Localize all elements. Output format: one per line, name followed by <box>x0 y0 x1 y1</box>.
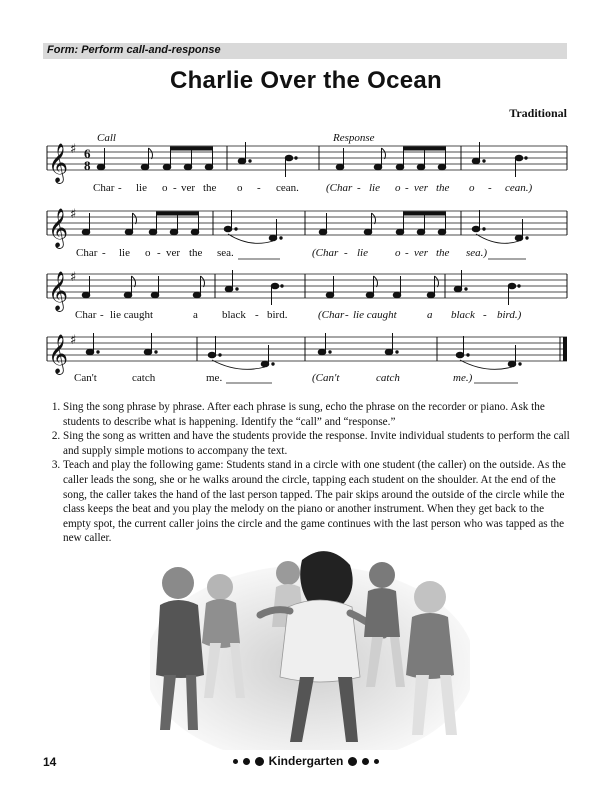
lyric-hyphen: - <box>344 247 348 259</box>
lyric-extenders <box>226 259 526 383</box>
treble-clef-icon: 𝄞 <box>48 208 69 248</box>
lyric-syllable: lie caught <box>110 309 154 321</box>
treble-clef-icon: 𝄞 <box>48 143 69 183</box>
lyric-syllable: catch <box>376 372 400 384</box>
lyric-hyphen: - <box>405 247 409 259</box>
lyric-syllable: lie <box>369 182 380 194</box>
lyric-syllable: me. <box>206 372 223 384</box>
lyric-syllable: me.) <box>453 372 473 384</box>
lyric-syllable: cean. <box>276 182 299 194</box>
lyric-syllable: the <box>189 247 203 259</box>
lyric-syllable: sea. <box>217 247 234 259</box>
lyric-syllable: lie <box>136 182 147 194</box>
lyric-syllable: (Char <box>312 247 339 259</box>
lyric-syllable: catch <box>132 372 156 384</box>
lyric-hyphen: - <box>405 182 409 194</box>
treble-clef-icon: 𝄞 <box>48 271 69 311</box>
lyric-hyphen: - <box>345 309 349 321</box>
lyric-hyphen: - <box>257 182 261 194</box>
bullet-icon <box>374 759 379 764</box>
time-signature-top: 6 <box>84 146 91 161</box>
lyric-hyphen: - <box>173 182 177 194</box>
lyric-syllable: ver <box>414 247 429 259</box>
lyric-syllable: (Char <box>318 309 345 321</box>
lyric-syllable: o <box>145 247 151 259</box>
bullet-icon <box>362 758 369 765</box>
footer-section <box>0 754 612 768</box>
lyric-hyphen: - <box>488 182 492 194</box>
lyric-syllable: the <box>436 182 450 194</box>
lyric-hyphen: - <box>157 247 161 259</box>
lyric-syllable: o <box>162 182 168 194</box>
lyric-syllable: sea.) <box>466 247 488 259</box>
bullet-icon <box>243 758 250 765</box>
sharp-icon: ♯ <box>70 333 77 348</box>
lyric-syllable: Char <box>93 182 115 194</box>
sharp-icon: ♯ <box>70 207 77 222</box>
children-dancing-photo <box>150 545 470 750</box>
lyric-hyphen: - <box>483 309 487 321</box>
lyric-syllable: the <box>436 247 450 259</box>
attribution: Traditional <box>509 106 567 120</box>
call-label: Call <box>97 132 116 144</box>
lyric-syllable: o <box>395 182 401 194</box>
lyric-hyphen: - <box>118 182 122 194</box>
lyric-syllable: bird. <box>267 309 288 321</box>
sharp-icon: ♯ <box>70 270 77 285</box>
lyric-syllable: lie caught <box>353 309 397 321</box>
lyric-syllable: cean.) <box>505 182 533 194</box>
lyric-hyphen: - <box>100 309 104 321</box>
sharp-icon: ♯ <box>70 142 77 157</box>
lyric-syllable: (Char <box>326 182 353 194</box>
lyric-syllable: Can't <box>74 372 97 384</box>
time-signature-bottom: 8 <box>84 158 91 173</box>
instructions <box>43 400 571 546</box>
lyric-syllable: o <box>469 182 475 194</box>
bullet-icon <box>255 757 264 766</box>
lyric-syllable: Char <box>76 247 98 259</box>
lyric-syllable: Char <box>75 309 97 321</box>
lyric-syllable: the <box>203 182 217 194</box>
form-label: Form: Perform call-and-response <box>47 44 221 56</box>
lyric-hyphen: - <box>255 309 259 321</box>
bullet-icon <box>348 757 357 766</box>
instruction-item: 1. Sing the song phrase by phrase. After each phrase is sung, echo the phrase on the recorder or piano. Ask the students to describe what is happening. Identify the “call” and “response.” <box>63 400 571 429</box>
bullet-icon <box>233 759 238 764</box>
lyric-syllable: (Can't <box>312 372 340 384</box>
lyric-syllable: black <box>451 309 475 321</box>
lyric-syllable: a <box>427 309 433 321</box>
page-number: 14 <box>43 755 57 769</box>
lyric-syllable: lie <box>119 247 130 259</box>
instruction-item: 2. Sing the song as written and have the students provide the response. Invite individual students to perform the call and supply simple motions to accompany the text. <box>63 429 571 458</box>
lyric-syllable: ver <box>414 182 429 194</box>
lyric-syllable: bird.) <box>497 309 522 321</box>
section-label: Kindergarten <box>268 754 344 768</box>
lyric-syllable: o <box>237 182 243 194</box>
response-label: Response <box>333 132 375 144</box>
page-title: Charlie Over the Ocean <box>169 67 443 94</box>
lyric-syllable: black <box>222 309 246 321</box>
lyric-syllable: ver <box>166 247 181 259</box>
lyric-syllable: ver <box>181 182 196 194</box>
lyric-syllable: lie <box>357 247 368 259</box>
instruction-item: 3. Teach and play the following game: Students stand in a circle with one student (the caller) on the outside. As the caller leads the song, she or he walks around the circle, tapping each student on the shoulder. At the end of the song, the caller takes the hand of the last person tapped. The pair skips around the outside of the circle while the class keeps the beat and you play the melody on the piano or another instrument. When they get back to the empty spot, the current caller joins the circle and the game continues with the last person who was tapped as the new caller. <box>63 458 571 546</box>
lyric-syllable: o <box>395 247 401 259</box>
lyric-syllable: a <box>193 309 198 321</box>
lyric-hyphen: - <box>102 247 106 259</box>
treble-clef-icon: 𝄞 <box>48 334 69 374</box>
lyric-hyphen: - <box>357 182 361 194</box>
